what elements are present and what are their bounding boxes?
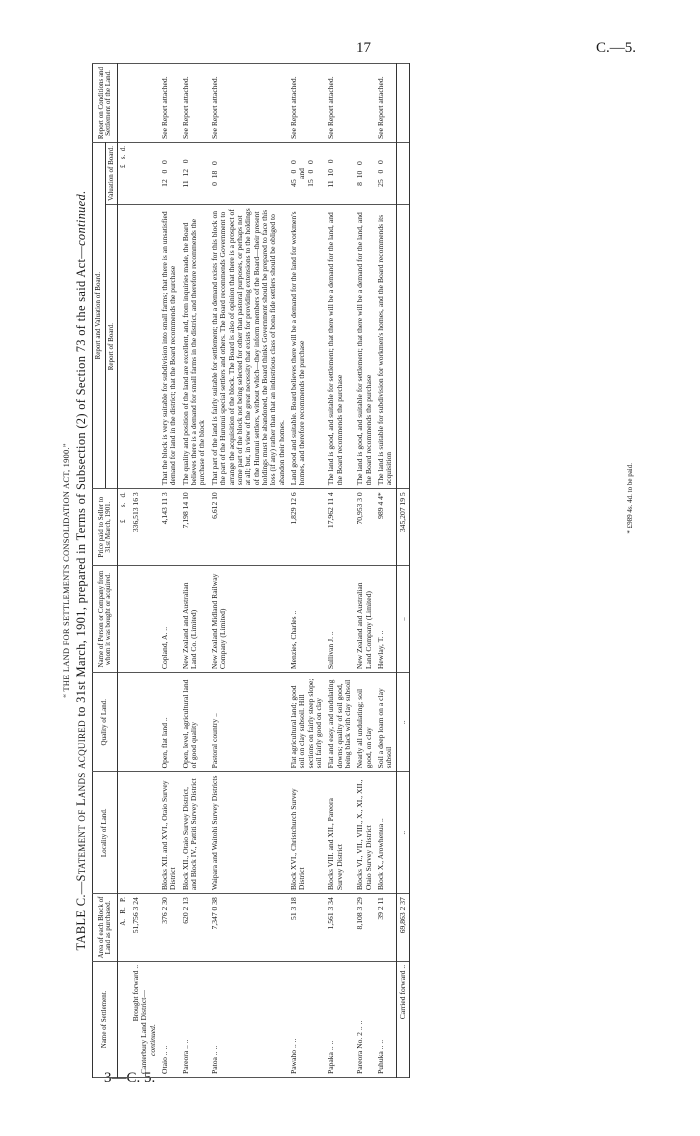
cf-report bbox=[396, 205, 409, 489]
col-area: Area of each Block of Land as purchased. bbox=[93, 894, 118, 962]
cell-conditions: See Report attached. bbox=[159, 64, 180, 143]
table-row bbox=[354, 64, 375, 1078]
bf-report bbox=[130, 205, 159, 489]
carried-forward-area: 69,863 2 37 bbox=[396, 894, 409, 962]
cell-locality: Waipara and Waitohi Survey Districts bbox=[209, 772, 288, 894]
col-name: Name of Settlement. bbox=[93, 961, 118, 1077]
cell-conditions: See Report attached. bbox=[180, 64, 209, 143]
col-locality: Locality of Land. bbox=[93, 772, 118, 894]
units-price: £ s. d. bbox=[118, 489, 130, 566]
carried-forward-price: 345,207 19 5 bbox=[396, 489, 409, 566]
cell-report: That part of the land is fairly suitable for settlement; that a demand exists for this block on the part of the Hurunui special settlers and others. The Board recommends Government to arrange the acquisition of the block. The Board is also of opinion that there is a prospect of some part of the block not being selected for other than pastoral purposes, or perhaps not at all; but, in view of the great necessity that exists for providing extensions to the holdings of the Hurunui settlers, without which—they inform members of the Board—their present holdings must be abandoned, the Board thinks Government should be prepared to face this loss (if any) rather than that an industrious class of bona fide settlers should be obliged to abandon their homes. bbox=[209, 205, 288, 489]
cell-area: 7,347 0 38 bbox=[209, 894, 288, 962]
cell-quality: Pastoral country .. bbox=[209, 673, 288, 772]
cell-valuation: 11 12 0 bbox=[180, 143, 209, 205]
table-row bbox=[159, 64, 180, 1078]
brought-forward-area: 51,756 3 24 bbox=[130, 894, 159, 962]
table-row bbox=[375, 64, 396, 1078]
cell-seller: Menzies, Charles .. bbox=[288, 565, 325, 672]
cell-name: Pawaho .. .. bbox=[288, 961, 325, 1077]
cell-area: 39 2 11 bbox=[375, 894, 396, 962]
cell-quality: Nearly all undulating; soil good, on clay bbox=[354, 673, 375, 772]
cell-name: Pareora .. .. bbox=[180, 961, 209, 1077]
col-conditions: Report on Conditions and Settlement of the Land. bbox=[93, 64, 118, 143]
brought-forward-row bbox=[130, 64, 159, 1078]
cell-report: The quality and position of the land are excellent, and, from inquiries made, the Board believes there is a demand for small farms in the district, and therefore recommends the purchase of the block bbox=[180, 205, 209, 489]
bf-seller bbox=[130, 565, 159, 672]
cell-conditions bbox=[354, 64, 375, 143]
cell-area: 51 3 18 bbox=[288, 894, 325, 962]
cell-conditions: See Report attached. bbox=[288, 64, 325, 143]
table-title bbox=[72, 63, 90, 1078]
cell-locality: Block XII., Otaio Survey District, and Block IV., Pattiti Survey District bbox=[180, 772, 209, 894]
cell-price: 989 4 4* bbox=[375, 489, 396, 566]
table-title-prefix: TABLE C.— bbox=[74, 881, 88, 951]
page-number: 17 bbox=[356, 40, 371, 56]
cell-valuation: 45 0 0 and 15 0 0 bbox=[288, 143, 325, 205]
cell-seller: New Zealand and Australian Land Company (Limited) bbox=[354, 565, 375, 672]
units-seller bbox=[118, 565, 130, 672]
units-name bbox=[118, 961, 130, 1077]
cell-conditions: See Report attached. bbox=[375, 64, 396, 143]
units-report bbox=[118, 205, 130, 489]
table-row bbox=[209, 64, 288, 1078]
cell-locality: Blocks VIII. and XII., Pareora Survey District bbox=[325, 772, 354, 894]
cell-area: 8,108 3 29 bbox=[354, 894, 375, 962]
cell-report: The land is good, and suitable for settlement; that there will be a demand for the land, and the Board recommends the purchase bbox=[354, 205, 375, 489]
col-report: Report of Board. bbox=[105, 205, 118, 489]
cell-report: The land is suitable for subdivision for workmen's homes, and the Board recommends its acquisition bbox=[375, 205, 396, 489]
cell-seller: New Zealand Midland Railway Company (Limited) bbox=[209, 565, 288, 672]
cell-price: 1,829 12 6 bbox=[288, 489, 325, 566]
cell-report: The land is good, and suitable for settlement; that there will be a demand for the land, and the Board recommends the purchase bbox=[325, 205, 354, 489]
cell-seller: New Zealand and Australian Land Co. (Limited) bbox=[180, 565, 209, 672]
brought-forward-label bbox=[130, 961, 159, 1077]
cell-conditions: See Report attached. bbox=[209, 64, 288, 143]
cell-quality: Open, flat land .. bbox=[159, 673, 180, 772]
cell-conditions: See Report attached. bbox=[325, 64, 354, 143]
units-locality bbox=[118, 772, 130, 894]
units-conditions bbox=[118, 64, 130, 143]
bf-quality bbox=[130, 673, 159, 772]
cell-price: 4,143 11 3 bbox=[159, 489, 180, 566]
brought-forward-text: Brought forward .. bbox=[131, 964, 141, 1022]
col-price: Price paid to Seller to 31st March, 1901. bbox=[93, 489, 118, 566]
table-row bbox=[325, 64, 354, 1078]
table-title-rest: to 31st March, 1901, prepared in Terms of Subsection (2) of Section 73 of the said Act— bbox=[74, 245, 88, 721]
cell-locality: Blocks XII. and XVI., Otaio Survey District bbox=[159, 772, 180, 894]
col-seller: Name of Person or Company from whom it was bought or acquired. bbox=[93, 565, 118, 672]
cell-price: 70,953 3 0 bbox=[354, 489, 375, 566]
cell-report: That the block is very suitable for subdivision into small farms; that there is an unsatisfied demand for land in the district; that the Board recommends the purchase bbox=[159, 205, 180, 489]
units-row bbox=[118, 64, 130, 1078]
act-title: “ THE LAND FOR SETTLEMENTS CONSOLIDATION ACT, 1900.” bbox=[61, 443, 71, 698]
cell-valuation: 8 10 0 bbox=[354, 143, 375, 205]
cell-quality: Flat agricultural land; good soil on clay subsoil. Hill sections on fairly steep slope; soil fairly good on clay bbox=[288, 673, 325, 772]
cell-quality: Soil a deep loam on a clay subsoil bbox=[375, 673, 396, 772]
table-row bbox=[288, 64, 325, 1078]
brought-forward-price: 336,513 16 3 bbox=[130, 489, 159, 566]
col-quality: Quality of Land. bbox=[93, 673, 118, 772]
cell-valuation: 11 10 0 bbox=[325, 143, 354, 205]
cell-area: 1,561 3 34 bbox=[325, 894, 354, 962]
cell-seller: Sullivan J. .. bbox=[325, 565, 354, 672]
cell-report: Land good and suitable. Board believes there will be a demand for the land for workmen's homes, and therefore recommends the purchase bbox=[288, 205, 325, 489]
cell-price: 6,612 10 bbox=[209, 489, 288, 566]
cell-name: Papaka .. .. bbox=[325, 961, 354, 1077]
col-board-group: Report and Valuation of Board. bbox=[93, 143, 106, 489]
cell-valuation: 0 18 0 bbox=[209, 143, 288, 205]
cell-area: 376 2 30 bbox=[159, 894, 180, 962]
cf-conditions bbox=[396, 64, 409, 143]
cell-name: Pareora No. 2 .. .. bbox=[354, 961, 375, 1077]
district-continued: continued. bbox=[147, 1024, 157, 1056]
footer-paper-reference: 3—C. 5. bbox=[104, 1070, 156, 1086]
cell-valuation: 12 0 0 bbox=[159, 143, 180, 205]
cell-quality: Open, level, agricultural land of good quality bbox=[180, 673, 209, 772]
units-area: A. R. P. bbox=[118, 894, 130, 962]
col-valuation: Valuation of Board. bbox=[105, 143, 118, 205]
table-title-continued: continued. bbox=[74, 190, 88, 246]
cell-quality: Flat and easy, and undulating downs; quality of soil good, being black with clay subsoil bbox=[325, 673, 354, 772]
cell-seller: Copland, A. .. bbox=[159, 565, 180, 672]
cf-quality: .. bbox=[396, 673, 409, 772]
bf-valuation bbox=[130, 143, 159, 205]
cell-price: 17,962 11 4 bbox=[325, 489, 354, 566]
cell-seller: Hewlay, T. .. bbox=[375, 565, 396, 672]
table-row bbox=[180, 64, 209, 1078]
cell-price: 7,198 14 10 bbox=[180, 489, 209, 566]
cf-locality: .. bbox=[396, 772, 409, 894]
cell-valuation: 25 0 0 bbox=[375, 143, 396, 205]
cf-valuation bbox=[396, 143, 409, 205]
cell-locality: Block X., Arowhenua .. bbox=[375, 772, 396, 894]
cell-locality: Block XVI., Christchurch Survey District bbox=[288, 772, 325, 894]
bf-locality bbox=[130, 772, 159, 894]
rotated-table-page bbox=[60, 63, 650, 1078]
settlements-table bbox=[92, 63, 410, 1078]
cell-locality: Blocks VI., VII., VIII., X., XI., XII., Otaio Survey District bbox=[354, 772, 375, 894]
units-valuation: £ s. d. bbox=[118, 143, 130, 205]
cell-name: Otaio .. .. bbox=[159, 961, 180, 1077]
footnote: * £989 4s. 4d. to be paid. bbox=[626, 463, 634, 534]
paper-reference: C.—5. bbox=[596, 40, 637, 56]
cf-seller: .. bbox=[396, 565, 409, 672]
carried-forward-label: Carried forward .. bbox=[396, 961, 409, 1077]
cell-area: 620 2 13 bbox=[180, 894, 209, 962]
carried-forward-row bbox=[396, 64, 409, 1078]
cell-name: Patoa .. .. bbox=[209, 961, 288, 1077]
cell-name: Puhuka .. .. bbox=[375, 961, 396, 1077]
units-quality bbox=[118, 673, 130, 772]
header-row bbox=[93, 64, 106, 1078]
table-title-caps: Statement of Lands acquired bbox=[74, 720, 88, 882]
district-label: Canterbury Land District— bbox=[139, 990, 149, 1074]
bf-conditions bbox=[130, 64, 159, 143]
